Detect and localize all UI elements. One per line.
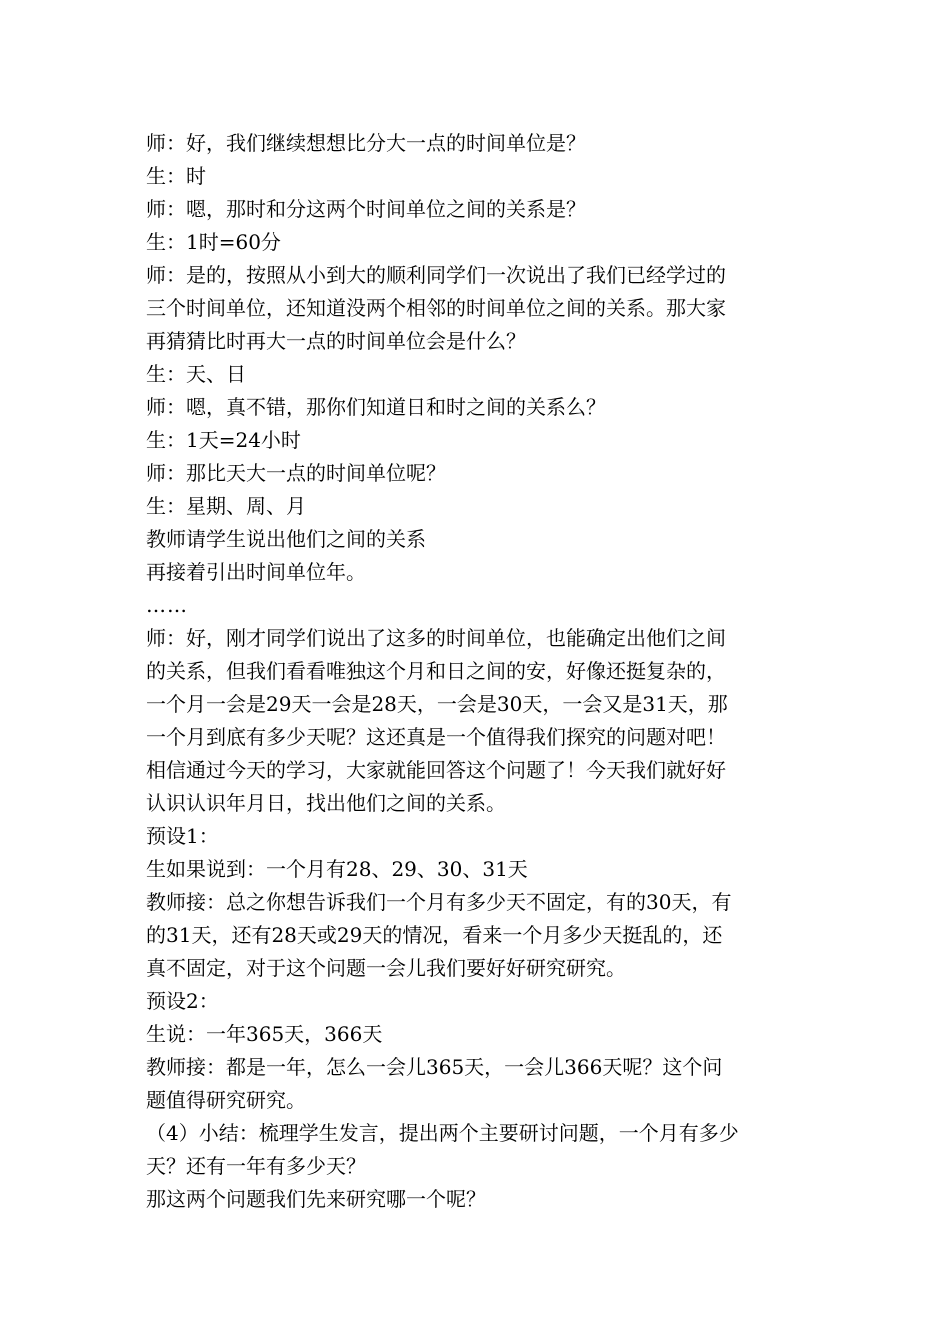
text-line: 的关系，但我们看看唯独这个月和日之间的安，好像还挺复杂的， [146, 659, 726, 683]
text-line: 生：天、日 [146, 362, 246, 386]
text-line: 生如果说到：一个月有28、29、30、31天 [146, 857, 528, 881]
text-line: 师：好，刚才同学们说出了这多的时间单位，也能确定出他们之间 [146, 626, 726, 650]
text-line: 认识认识年月日，找出他们之间的关系。 [146, 791, 506, 815]
text-line: 相信通过今天的学习，大家就能回答这个问题了！今天我们就好好 [146, 758, 726, 782]
text-line: 题值得研究研究。 [146, 1088, 306, 1112]
text-line: 教师请学生说出他们之间的关系 [146, 527, 426, 551]
text-line: 那这两个问题我们先来研究哪一个呢？ [146, 1187, 486, 1211]
text-line: 生：1时=60分 [146, 230, 281, 254]
text-line: 三个时间单位，还知道没两个相邻的时间单位之间的关系。那大家 [146, 296, 726, 320]
text-line: （4）小结：梳理学生发言，提出两个主要研讨问题，一个月有多少 [146, 1121, 739, 1145]
text-line: 生：时 [146, 164, 206, 188]
text-line: 再接着引出时间单位年。 [146, 560, 366, 584]
ellipsis-line: …… [146, 593, 188, 617]
text-line: 师：嗯，真不错，那你们知道日和时之间的关系么？ [146, 395, 606, 419]
text-line: 一个月到底有多少天呢？这还真是一个值得我们探究的问题对吧！ [146, 725, 726, 749]
text-line: 教师接：总之你想告诉我们一个月有多少天不固定，有的30天，有 [146, 890, 732, 914]
text-line: 师：那比天大一点的时间单位呢？ [146, 461, 446, 485]
text-line: 的31天，还有28天或29天的情况，看来一个月多少天挺乱的，还 [146, 923, 723, 947]
text-line: 师：好，我们继续想想比分大一点的时间单位是？ [146, 131, 586, 155]
text-line: 生：星期、周、月 [146, 494, 306, 518]
text-line: 预设2： [146, 989, 219, 1013]
text-line: 真不固定，对于这个问题一会儿我们要好好研究研究。 [146, 956, 626, 980]
text-line: 教师接：都是一年，怎么一会儿365天，一会儿366天呢？这个问 [146, 1055, 723, 1079]
text-line: 预设1： [146, 824, 219, 848]
document-body [146, 127, 816, 1216]
text-line: 天？还有一年有多少天？ [146, 1154, 366, 1178]
text-line: 师：是的，按照从小到大的顺利同学们一次说出了我们已经学过的 [146, 263, 726, 287]
text-line: 生：1天=24小时 [146, 428, 301, 452]
text-line: 再猜猜比时再大一点的时间单位会是什么？ [146, 329, 526, 353]
text-line: 生说：一年365天，366天 [146, 1022, 383, 1046]
text-line: 一个月一会是29天一会是28天，一会是30天，一会又是31天，那 [146, 692, 728, 716]
text-line: 师：嗯，那时和分这两个时间单位之间的关系是？ [146, 197, 586, 221]
